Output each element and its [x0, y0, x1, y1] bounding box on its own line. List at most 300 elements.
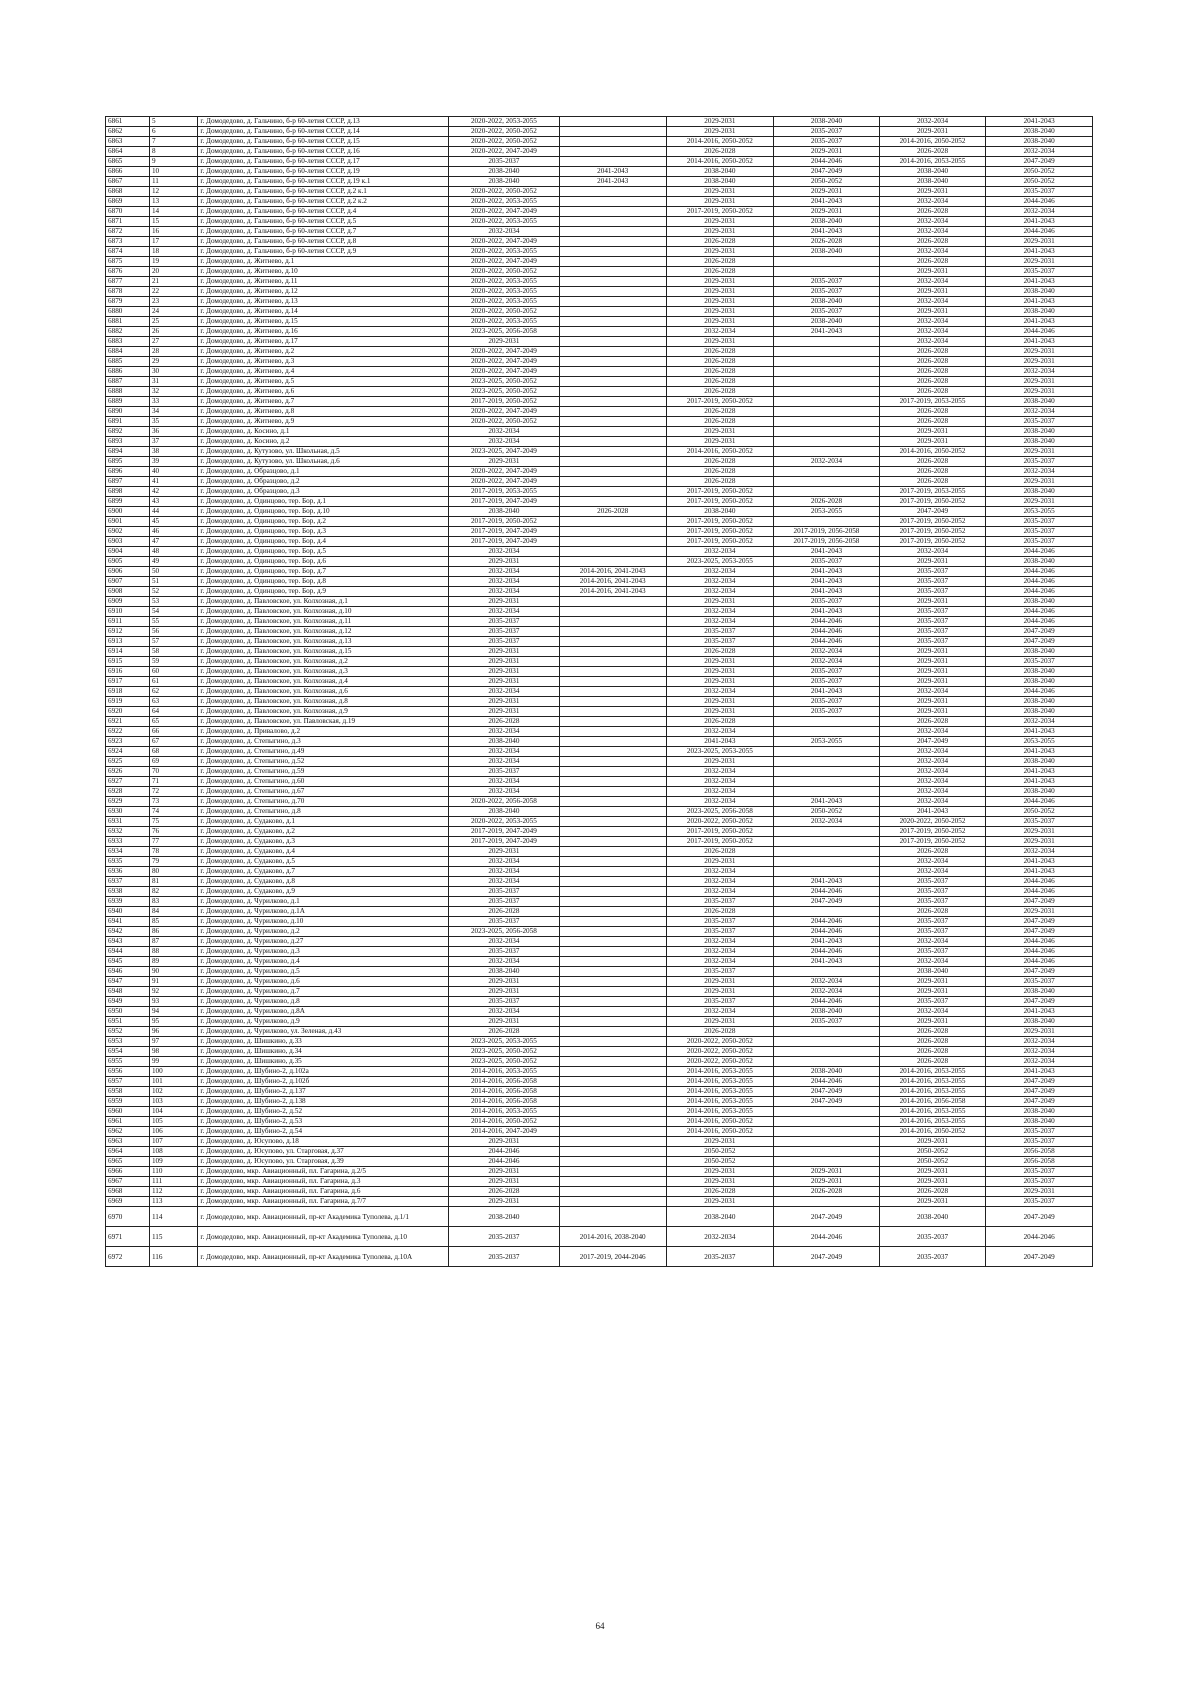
period-cell-3: 2014-2016, 2050-2052	[666, 1127, 774, 1137]
period-cell-3: 2014-2016, 2053-2055	[666, 1077, 774, 1087]
period-cell-2	[559, 1187, 666, 1197]
table-row	[106, 197, 1093, 207]
address-cell: г. Домодедово, д. Судаково, д.8	[198, 877, 449, 887]
table-row	[106, 507, 1093, 517]
row-number: 6960	[106, 1107, 150, 1117]
period-cell-3: 2029-2031	[666, 197, 774, 207]
period-cell-5: 2014-2016, 2053-2055	[879, 1087, 986, 1097]
address-cell: г. Домодедово, д. Павловское, ул. Колхозная, д.13	[198, 637, 449, 647]
period-cell-4	[774, 837, 880, 847]
address-cell: г. Домодедово, д. Шубино-2, д.137	[198, 1087, 449, 1097]
row-number: 6945	[106, 957, 150, 967]
period-cell-1: 2020-2022, 2053-2055	[448, 317, 559, 327]
period-cell-4: 2038-2040	[774, 1007, 880, 1017]
period-cell-6: 2053-2055	[986, 507, 1093, 517]
table-row	[106, 137, 1093, 147]
period-cell-4: 2044-2046	[774, 887, 880, 897]
period-cell-6: 2044-2046	[986, 937, 1093, 947]
period-cell-4	[774, 727, 880, 737]
period-cell-1: 2035-2037	[448, 637, 559, 647]
period-cell-6: 2029-2031	[986, 837, 1093, 847]
period-cell-3: 2029-2031	[666, 667, 774, 677]
period-cell-2: 2026-2028	[559, 507, 666, 517]
period-cell-4: 2047-2049	[774, 1087, 880, 1097]
table-row	[106, 937, 1093, 947]
period-cell-1: 2029-2031	[448, 597, 559, 607]
period-cell-1: 2014-2016, 2053-2055	[448, 1107, 559, 1117]
period-cell-3: 2038-2040	[666, 507, 774, 517]
period-cell-5: 2029-2031	[879, 1017, 986, 1027]
address-cell: г. Домодедово, д. Павловское, ул. Колхозная, д.8	[198, 697, 449, 707]
table-row	[106, 907, 1093, 917]
period-cell-1: 2020-2022, 2053-2055	[448, 817, 559, 827]
period-cell-4: 2041-2043	[774, 957, 880, 967]
row-number: 6861	[106, 117, 150, 127]
period-cell-6: 2041-2043	[986, 727, 1093, 737]
row-index: 95	[149, 1017, 197, 1027]
period-cell-3: 2026-2028	[666, 847, 774, 857]
row-index: 104	[149, 1107, 197, 1117]
period-cell-2	[559, 617, 666, 627]
period-cell-5: 2050-2052	[879, 1147, 986, 1157]
period-cell-5: 2035-2037	[879, 607, 986, 617]
period-cell-4	[774, 417, 880, 427]
period-cell-1: 2023-2025, 2056-2058	[448, 927, 559, 937]
row-number: 6930	[106, 807, 150, 817]
row-number: 6903	[106, 537, 150, 547]
period-cell-1: 2014-2016, 2056-2058	[448, 1087, 559, 1097]
period-cell-4: 2032-2034	[774, 987, 880, 997]
period-cell-3: 2026-2028	[666, 237, 774, 247]
period-cell-1: 2023-2025, 2053-2055	[448, 1037, 559, 1047]
period-cell-2	[559, 1117, 666, 1127]
period-cell-2	[559, 607, 666, 617]
period-cell-6: 2029-2031	[986, 907, 1093, 917]
period-cell-5: 2029-2031	[879, 707, 986, 717]
period-cell-4: 2029-2031	[774, 1167, 880, 1177]
address-cell: г. Домодедово, д. Судаково, д.5	[198, 857, 449, 867]
period-cell-5: 2032-2034	[879, 217, 986, 227]
period-cell-4: 2035-2037	[774, 557, 880, 567]
period-cell-2	[559, 357, 666, 367]
period-cell-5: 2032-2034	[879, 247, 986, 257]
period-cell-3: 2026-2028	[666, 147, 774, 157]
period-cell-4	[774, 1057, 880, 1067]
row-number: 6871	[106, 217, 150, 227]
row-index: 36	[149, 427, 197, 437]
period-cell-5: 2038-2040	[879, 1207, 986, 1227]
period-cell-3: 2029-2031	[666, 227, 774, 237]
period-cell-2	[559, 917, 666, 927]
row-index: 106	[149, 1127, 197, 1137]
row-index: 68	[149, 747, 197, 757]
address-cell: г. Домодедово, д. Чурилково, д.10	[198, 917, 449, 927]
period-cell-6: 2044-2046	[986, 587, 1093, 597]
table-row	[106, 997, 1093, 1007]
period-cell-1: 2032-2034	[448, 687, 559, 697]
period-cell-3: 2023-2025, 2056-2058	[666, 807, 774, 817]
row-index: 52	[149, 587, 197, 597]
period-cell-4: 2044-2046	[774, 997, 880, 1007]
address-cell: г. Домодедово, д. Чурилково, д.1А	[198, 907, 449, 917]
row-number: 6918	[106, 687, 150, 697]
address-cell: г. Домодедово, д. Гальчино, б-р 60-летия СССР, д.2 к.2	[198, 197, 449, 207]
row-index: 91	[149, 977, 197, 987]
period-cell-4	[774, 747, 880, 757]
period-cell-5: 2029-2031	[879, 307, 986, 317]
period-cell-1: 2020-2022, 2047-2049	[448, 467, 559, 477]
period-cell-6: 2038-2040	[986, 787, 1093, 797]
table-row	[106, 717, 1093, 727]
row-number: 6915	[106, 657, 150, 667]
row-index: 81	[149, 877, 197, 887]
period-cell-2	[559, 1137, 666, 1147]
period-cell-3: 2029-2031	[666, 337, 774, 347]
period-cell-2	[559, 237, 666, 247]
row-number: 6890	[106, 407, 150, 417]
row-number: 6924	[106, 747, 150, 757]
period-cell-6: 2035-2037	[986, 417, 1093, 427]
address-cell: г. Домодедово, д. Судаково, д.4	[198, 847, 449, 857]
row-index: 113	[149, 1197, 197, 1207]
period-cell-4	[774, 907, 880, 917]
period-cell-3: 2032-2034	[666, 567, 774, 577]
address-cell: г. Домодедово, д. Кутузово, ул. Школьная, д.6	[198, 457, 449, 467]
period-cell-3: 2017-2019, 2050-2052	[666, 517, 774, 527]
table-row	[106, 1027, 1093, 1037]
period-cell-5: 2032-2034	[879, 757, 986, 767]
period-cell-3: 2032-2034	[666, 947, 774, 957]
period-cell-6: 2041-2043	[986, 217, 1093, 227]
period-cell-1: 2020-2022, 2053-2055	[448, 197, 559, 207]
period-cell-5: 2050-2052	[879, 1157, 986, 1167]
period-cell-4: 2044-2046	[774, 917, 880, 927]
address-cell: г. Домодедово, д. Шишкино, д.35	[198, 1057, 449, 1067]
period-cell-6: 2038-2040	[986, 757, 1093, 767]
period-cell-3: 2041-2043	[666, 737, 774, 747]
row-index: 89	[149, 957, 197, 967]
period-cell-6: 2056-2058	[986, 1157, 1093, 1167]
period-cell-6: 2041-2043	[986, 317, 1093, 327]
period-cell-1: 2044-2046	[448, 1147, 559, 1157]
period-cell-2	[559, 557, 666, 567]
period-cell-1: 2029-2031	[448, 657, 559, 667]
period-cell-2	[559, 1147, 666, 1157]
period-cell-2	[559, 467, 666, 477]
period-cell-1: 2035-2037	[448, 627, 559, 637]
period-cell-6: 2047-2049	[986, 1247, 1093, 1267]
address-cell: г. Домодедово, д. Гальчино, б-р 60-летия СССР, д.17	[198, 157, 449, 167]
address-cell: г. Домодедово, д. Житнево, д.10	[198, 267, 449, 277]
address-cell: г. Домодедово, д. Шубино-2, д.52	[198, 1107, 449, 1117]
period-cell-3: 2038-2040	[666, 177, 774, 187]
address-cell: г. Домодедово, д. Степыгино, д.60	[198, 777, 449, 787]
row-number: 6969	[106, 1197, 150, 1207]
table-row	[106, 667, 1093, 677]
row-index: 77	[149, 837, 197, 847]
period-cell-1: 2032-2034	[448, 577, 559, 587]
period-cell-5: 2026-2028	[879, 407, 986, 417]
period-cell-5: 2029-2031	[879, 647, 986, 657]
row-index: 25	[149, 317, 197, 327]
table-row	[106, 1227, 1093, 1247]
period-cell-2	[559, 657, 666, 667]
row-number: 6959	[106, 1097, 150, 1107]
period-cell-4	[774, 867, 880, 877]
period-cell-5: 2029-2031	[879, 187, 986, 197]
period-cell-4	[774, 787, 880, 797]
period-cell-2	[559, 1167, 666, 1177]
row-number: 6872	[106, 227, 150, 237]
row-number: 6864	[106, 147, 150, 157]
period-cell-5: 2014-2016, 2050-2052	[879, 1127, 986, 1137]
row-number: 6966	[106, 1167, 150, 1177]
period-cell-3: 2032-2034	[666, 1007, 774, 1017]
address-cell: г. Домодедово, д. Павловское, ул. Колхозная, д.2	[198, 657, 449, 667]
row-index: 29	[149, 357, 197, 367]
period-cell-1: 2023-2025, 2050-2052	[448, 377, 559, 387]
address-cell: г. Домодедово, д. Житнево, д.5	[198, 377, 449, 387]
row-number: 6902	[106, 527, 150, 537]
address-cell: г. Домодедово, д. Чурилково, ул. Зеленая, д.43	[198, 1027, 449, 1037]
period-cell-2: 2014-2016, 2041-2043	[559, 587, 666, 597]
period-cell-2	[559, 367, 666, 377]
row-number: 6971	[106, 1227, 150, 1247]
period-cell-3: 2038-2040	[666, 167, 774, 177]
period-cell-4: 2032-2034	[774, 817, 880, 827]
row-index: 78	[149, 847, 197, 857]
period-cell-6: 2029-2031	[986, 497, 1093, 507]
period-cell-5: 2041-2043	[879, 807, 986, 817]
period-cell-4: 2035-2037	[774, 287, 880, 297]
row-index: 62	[149, 687, 197, 697]
period-cell-4	[774, 1197, 880, 1207]
address-cell: г. Домодедово, д. Житнево, д.15	[198, 317, 449, 327]
row-number: 6895	[106, 457, 150, 467]
table-row	[106, 1177, 1093, 1187]
table-row	[106, 387, 1093, 397]
period-cell-3: 2029-2031	[666, 697, 774, 707]
period-cell-3: 2032-2034	[666, 957, 774, 967]
row-index: 45	[149, 517, 197, 527]
period-cell-3: 2017-2019, 2050-2052	[666, 397, 774, 407]
period-cell-5: 2032-2034	[879, 797, 986, 807]
period-cell-1: 2029-2031	[448, 1167, 559, 1177]
period-cell-2	[559, 767, 666, 777]
row-number: 6881	[106, 317, 150, 327]
period-cell-1: 2029-2031	[448, 1177, 559, 1187]
period-cell-1: 2023-2025, 2050-2052	[448, 1047, 559, 1057]
row-index: 110	[149, 1167, 197, 1177]
period-cell-2	[559, 1097, 666, 1107]
period-cell-3: 2032-2034	[666, 887, 774, 897]
period-cell-2	[559, 737, 666, 747]
table-row	[106, 457, 1093, 467]
period-cell-4: 2041-2043	[774, 197, 880, 207]
table-row	[106, 217, 1093, 227]
period-cell-5: 2035-2037	[879, 947, 986, 957]
period-cell-2	[559, 547, 666, 557]
address-cell: г. Домодедово, мкр. Авиационный, пл. Гагарина, д.6	[198, 1187, 449, 1197]
period-cell-3: 2035-2037	[666, 1247, 774, 1267]
period-cell-6: 2053-2055	[986, 737, 1093, 747]
table-row	[106, 807, 1093, 817]
period-cell-1: 2020-2022, 2056-2058	[448, 797, 559, 807]
period-cell-2	[559, 427, 666, 437]
period-cell-5: 2035-2037	[879, 637, 986, 647]
period-cell-6: 2038-2040	[986, 647, 1093, 657]
row-index: 47	[149, 537, 197, 547]
period-cell-1: 2035-2037	[448, 1247, 559, 1267]
row-index: 71	[149, 777, 197, 787]
period-cell-4: 2029-2031	[774, 147, 880, 157]
row-number: 6933	[106, 837, 150, 847]
period-cell-5: 2032-2034	[879, 777, 986, 787]
period-cell-6: 2035-2037	[986, 1197, 1093, 1207]
row-index: 19	[149, 257, 197, 267]
row-number: 6869	[106, 197, 150, 207]
table-row	[106, 567, 1093, 577]
period-cell-6: 2035-2037	[986, 267, 1093, 277]
table-row	[106, 577, 1093, 587]
address-cell: г. Домодедово, д. Чурилково, д.8	[198, 997, 449, 1007]
period-cell-6: 2044-2046	[986, 227, 1093, 237]
row-number: 6931	[106, 817, 150, 827]
period-cell-2	[559, 1157, 666, 1167]
address-cell: г. Домодедово, д. Степыгино, д.70	[198, 797, 449, 807]
period-cell-4	[774, 407, 880, 417]
table-row	[106, 1197, 1093, 1207]
period-cell-6: 2047-2049	[986, 897, 1093, 907]
period-cell-3: 2020-2022, 2050-2052	[666, 1037, 774, 1047]
address-cell: г. Домодедово, мкр. Авиационный, пр-кт Академика Туполева, д.10	[198, 1227, 449, 1247]
table-row	[106, 627, 1093, 637]
period-cell-2: 2014-2016, 2038-2040	[559, 1227, 666, 1247]
period-cell-2	[559, 937, 666, 947]
address-cell: г. Домодедово, д. Павловское, ул. Колхозная, д.10	[198, 607, 449, 617]
period-cell-6: 2044-2046	[986, 797, 1093, 807]
period-cell-5: 2035-2037	[879, 877, 986, 887]
period-cell-4: 2035-2037	[774, 307, 880, 317]
period-cell-1: 2017-2019, 2047-2049	[448, 837, 559, 847]
table-row	[106, 227, 1093, 237]
row-index: 56	[149, 627, 197, 637]
period-cell-2	[559, 327, 666, 337]
period-cell-3: 2035-2037	[666, 637, 774, 647]
period-cell-6: 2029-2031	[986, 237, 1093, 247]
row-number: 6949	[106, 997, 150, 1007]
period-cell-2	[559, 377, 666, 387]
period-cell-3: 2026-2028	[666, 457, 774, 467]
period-cell-1: 2017-2019, 2047-2049	[448, 497, 559, 507]
period-cell-6: 2044-2046	[986, 877, 1093, 887]
table-row	[106, 837, 1093, 847]
period-cell-1: 2026-2028	[448, 1027, 559, 1037]
period-cell-5: 2038-2040	[879, 967, 986, 977]
period-cell-2	[559, 827, 666, 837]
row-index: 10	[149, 167, 197, 177]
table-row	[106, 1137, 1093, 1147]
row-number: 6868	[106, 187, 150, 197]
period-cell-6: 2047-2049	[986, 157, 1093, 167]
period-cell-4: 2035-2037	[774, 137, 880, 147]
period-cell-1: 2035-2037	[448, 767, 559, 777]
period-cell-6: 2035-2037	[986, 977, 1093, 987]
period-cell-3: 2029-2031	[666, 657, 774, 667]
period-cell-2	[559, 877, 666, 887]
period-cell-3: 2017-2019, 2050-2052	[666, 487, 774, 497]
period-cell-5: 2035-2037	[879, 997, 986, 1007]
period-cell-5: 2026-2028	[879, 387, 986, 397]
period-cell-5: 2035-2037	[879, 577, 986, 587]
period-cell-4: 2035-2037	[774, 677, 880, 687]
period-cell-2	[559, 517, 666, 527]
period-cell-1: 2020-2022, 2047-2049	[448, 407, 559, 417]
table-row	[106, 527, 1093, 537]
period-cell-2	[559, 417, 666, 427]
period-cell-2	[559, 207, 666, 217]
period-cell-3: 2029-2031	[666, 247, 774, 257]
period-cell-3: 2035-2037	[666, 997, 774, 1007]
row-number: 6921	[106, 717, 150, 727]
period-cell-5: 2032-2034	[879, 277, 986, 287]
period-cell-6: 2029-2031	[986, 357, 1093, 367]
row-index: 87	[149, 937, 197, 947]
period-cell-5: 2029-2031	[879, 1137, 986, 1147]
row-number: 6874	[106, 247, 150, 257]
period-cell-1: 2032-2034	[448, 547, 559, 557]
address-cell: г. Домодедово, д. Образцово, д.1	[198, 467, 449, 477]
row-index: 33	[149, 397, 197, 407]
period-cell-2	[559, 757, 666, 767]
period-cell-4	[774, 357, 880, 367]
period-cell-6: 2050-2052	[986, 807, 1093, 817]
period-cell-2	[559, 117, 666, 127]
address-cell: г. Домодедово, д. Чурилково, д.6	[198, 977, 449, 987]
address-cell: г. Домодедово, д. Одинцово, тер. Бор, д.8	[198, 577, 449, 587]
period-cell-5: 2035-2037	[879, 617, 986, 627]
period-cell-2	[559, 867, 666, 877]
period-cell-6: 2041-2043	[986, 777, 1093, 787]
period-cell-2	[559, 267, 666, 277]
period-cell-6: 2035-2037	[986, 537, 1093, 547]
period-cell-3: 2050-2052	[666, 1157, 774, 1167]
row-index: 86	[149, 927, 197, 937]
period-cell-4	[774, 347, 880, 357]
period-cell-6: 2038-2040	[986, 1107, 1093, 1117]
period-cell-4	[774, 827, 880, 837]
period-cell-6: 2038-2040	[986, 127, 1093, 137]
period-cell-3: 2035-2037	[666, 927, 774, 937]
table-row	[106, 787, 1093, 797]
table-row	[106, 637, 1093, 647]
period-cell-5: 2029-2031	[879, 127, 986, 137]
row-number: 6911	[106, 617, 150, 627]
period-cell-5: 2035-2037	[879, 917, 986, 927]
row-number: 6866	[106, 167, 150, 177]
period-cell-2	[559, 627, 666, 637]
period-cell-4	[774, 387, 880, 397]
address-cell: г. Домодедово, д. Житнево, д.16	[198, 327, 449, 337]
address-cell: г. Домодедово, д. Одинцово, тер. Бор, д.3	[198, 527, 449, 537]
period-cell-6: 2038-2040	[986, 597, 1093, 607]
table-row	[106, 767, 1093, 777]
period-cell-1: 2032-2034	[448, 867, 559, 877]
table-row	[106, 887, 1093, 897]
row-number: 6897	[106, 477, 150, 487]
period-cell-4: 2044-2046	[774, 947, 880, 957]
period-cell-2	[559, 647, 666, 657]
